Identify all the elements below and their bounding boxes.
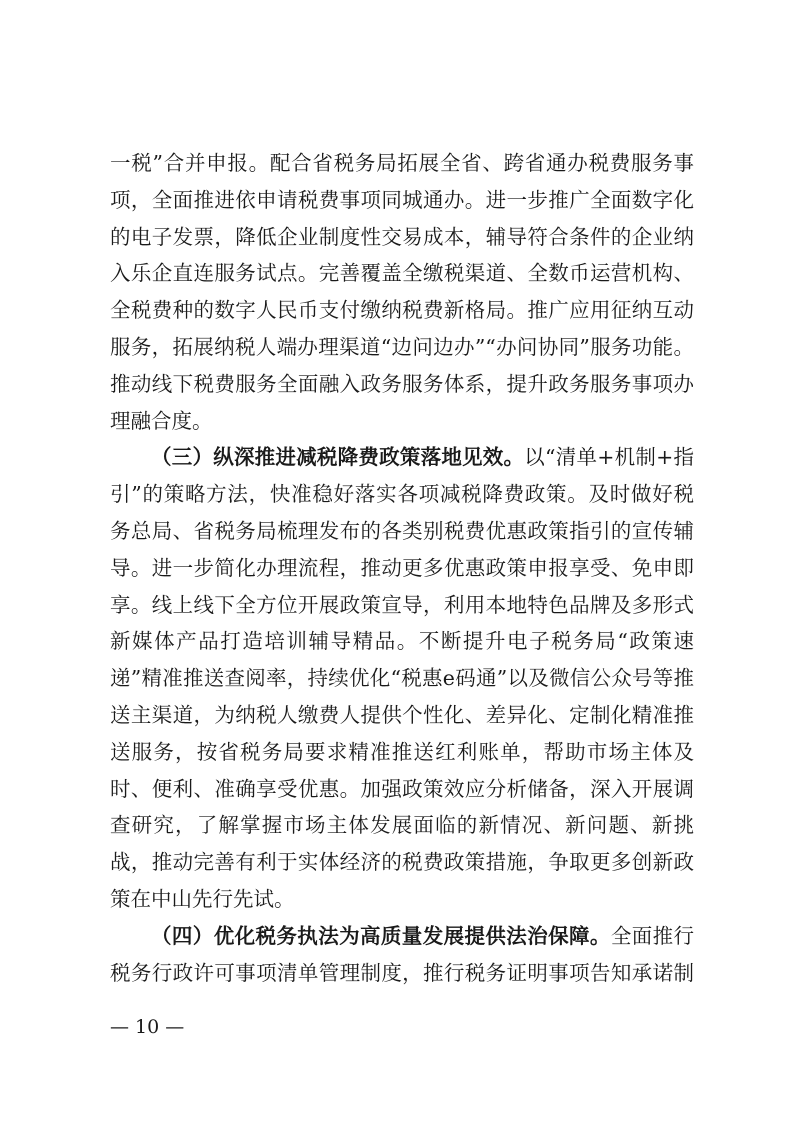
paragraph-text: 一税”合并申报。配合省税务局拓展全省、跨省通办税费服务事项，全面推进依申请税费事项同城通办。进一步推广全面数字化的电子发票，降低企业制度性交易成本，辅导符合条件的企业纳入乐企直连服务试点。完善覆盖全缴税渠道、全数币运营机构、全税费种的数字人民币支付缴纳税费新格局。推广应用征纳互动服务，拓展纳税人端办理渠道“边问边办”“办问协同”服务功能。推动线下税费服务全面融入政务服务体系，提升政务服务事项办理融合度。 <box>110 151 694 433</box>
paragraph-heading: （四）优化税务执法为高质量发展提供法治保障。 <box>151 923 611 948</box>
paragraph-continuation <box>110 145 694 439</box>
paragraph-tax-reduction-policy <box>110 439 694 917</box>
body-text <box>110 145 694 991</box>
paragraph-tax-law-enforcement <box>110 918 694 992</box>
page-number: — 10 — <box>110 1016 185 1038</box>
paragraph-text: 以“清单+机制+指引”的策略方法，快准稳好落实各项减税降费政策。及时做好税务总局、省税务局梳理发布的各类别税费优惠政策指引的宣传辅导。进一步简化办理流程，推动更多优惠政策申报享受、免申即享。线上线下全方位开展政策宣导，利用本地特色品牌及多形式新媒体产品打造培训辅导精品。不断提升电子税务局“政策速递”精准推送查阅率，持续优化“税惠e码通”以及微信公众号等推送主渠道，为纳税人缴费人提供个性化、差异化、定制化精准推送服务，按省税务局要求精准推送红利账单，帮助市场主体及时、便利、准确享受优惠。加强政策效应分析储备，深入开展调查研究，了解掌握市场主体发展面临的新情况、新问题、新挑战，推动完善有利于实体经济的税费政策措施，争取更多创新政策在中山先行先试。 <box>110 445 694 911</box>
paragraph-heading: （三）纵深推进减税降费政策落地见效。 <box>151 445 525 470</box>
paragraph-text: 全面推行税务行政许可事项清单管理制度，推行税务证明事项告知承诺制 <box>110 923 695 985</box>
